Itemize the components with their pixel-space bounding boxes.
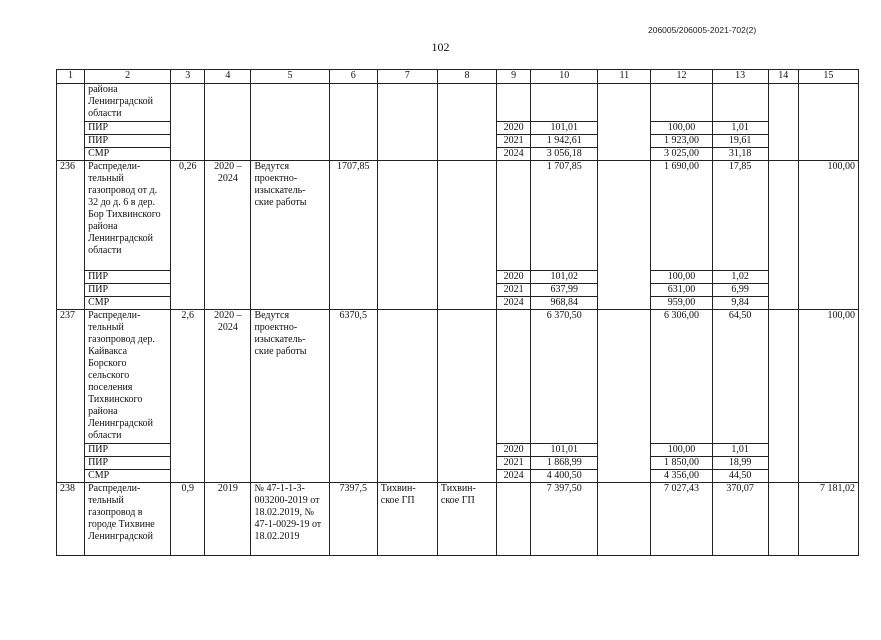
stage-col12: 100,00 <box>651 271 712 284</box>
stage-year: 2020 <box>497 122 531 135</box>
stage-label: ПИР <box>85 271 171 284</box>
cell-year <box>497 84 531 122</box>
cell-col11 <box>598 84 651 161</box>
col-header-14: 14 <box>768 70 798 84</box>
col-header-1: 1 <box>57 70 85 84</box>
cell-status: Ведутся проектно- изыскатель- ские работы <box>251 161 329 310</box>
stage-col12: 959,00 <box>651 297 712 310</box>
stage-col12: 100,00 <box>651 444 712 457</box>
stage-total: 4 400,50 <box>531 470 598 483</box>
stage-total: 101,01 <box>531 444 598 457</box>
cell-description: Распредели- тельный газопровод дер. Кайвакса Борского сельского поселения Тихвинского района Ленинградской области <box>85 310 171 444</box>
cell-col12 <box>651 84 712 122</box>
project-table <box>56 69 859 556</box>
cell-owner <box>377 161 437 310</box>
col-header-12: 12 <box>651 70 712 84</box>
cell-col12: 7 027,43 <box>651 483 712 556</box>
cell-col15: 7 181,02 <box>798 483 858 556</box>
stage-label: ПИР <box>85 122 171 135</box>
cell-years: 2020 – 2024 <box>205 161 251 310</box>
stage-col12: 3 025,00 <box>651 148 712 161</box>
cell-years: 2019 <box>205 483 251 556</box>
stage-year: 2021 <box>497 284 531 297</box>
col-header-10: 10 <box>531 70 598 84</box>
stage-col13: 44,50 <box>712 470 768 483</box>
col-header-7: 7 <box>377 70 437 84</box>
cell-length: 0,9 <box>171 483 205 556</box>
cell-operator <box>437 84 496 161</box>
cell-operator <box>437 310 496 483</box>
cell-col15: 100,00 <box>798 161 858 310</box>
cell-num: 237 <box>57 310 85 483</box>
stage-year: 2020 <box>497 271 531 284</box>
stage-label: СМР <box>85 297 171 310</box>
stage-col12: 631,00 <box>651 284 712 297</box>
stage-total: 101,01 <box>531 122 598 135</box>
col-header-5: 5 <box>251 70 329 84</box>
cell-length: 2,6 <box>171 310 205 483</box>
stage-label: СМР <box>85 470 171 483</box>
cell-num: 236 <box>57 161 85 310</box>
cell-owner <box>377 310 437 483</box>
cell-total <box>531 84 598 122</box>
cell-total: 1 707,85 <box>531 161 598 271</box>
cell-year <box>497 161 531 271</box>
cell-col12: 1 690,00 <box>651 161 712 271</box>
col-header-11: 11 <box>598 70 651 84</box>
stage-total: 101,02 <box>531 271 598 284</box>
cell-col13 <box>712 84 768 122</box>
cell-col11 <box>598 310 651 483</box>
table-row <box>57 483 859 556</box>
cell-cost: 6370,5 <box>329 310 377 483</box>
stage-label: ПИР <box>85 284 171 297</box>
cell-year <box>497 483 531 556</box>
stage-col13: 18,99 <box>712 457 768 470</box>
cell-total: 7 397,50 <box>531 483 598 556</box>
stage-label: СМР <box>85 148 171 161</box>
stage-col12: 1 850,00 <box>651 457 712 470</box>
cell-status: № 47-1-1-3- 003200-2019 от 18.02.2019, № 47-1-0029-19 от 18.02.2019 <box>251 483 329 556</box>
stage-total: 637,99 <box>531 284 598 297</box>
cell-cost: 7397,5 <box>329 483 377 556</box>
cell-status: Ведутся проектно- изыскатель- ские работы <box>251 310 329 483</box>
cell-col13: 17,85 <box>712 161 768 271</box>
stage-col13: 1,01 <box>712 444 768 457</box>
stage-total: 1 942,61 <box>531 135 598 148</box>
stage-year: 2020 <box>497 444 531 457</box>
cell-col13: 64,50 <box>712 310 768 444</box>
cell-length: 0,26 <box>171 161 205 310</box>
table-row <box>57 310 859 444</box>
stage-year: 2024 <box>497 297 531 310</box>
cell-length <box>171 84 205 161</box>
cell-col13: 370,07 <box>712 483 768 556</box>
cell-owner: Тихвин- ское ГП <box>377 483 437 556</box>
cell-operator: Тихвин- ское ГП <box>437 483 496 556</box>
cell-col15 <box>798 84 858 161</box>
stage-col12: 4 356,00 <box>651 470 712 483</box>
stage-year: 2021 <box>497 135 531 148</box>
stage-col13: 31,18 <box>712 148 768 161</box>
stage-total: 3 056,18 <box>531 148 598 161</box>
cell-cost: 1707,85 <box>329 161 377 310</box>
cell-status <box>251 84 329 161</box>
cell-years: 2020 – 2024 <box>205 310 251 483</box>
stage-label: ПИР <box>85 444 171 457</box>
cell-num <box>57 84 85 161</box>
stage-label: ПИР <box>85 457 171 470</box>
cell-col15: 100,00 <box>798 310 858 483</box>
cell-description: района Ленинградской области <box>85 84 171 122</box>
col-header-2: 2 <box>85 70 171 84</box>
stage-year: 2024 <box>497 470 531 483</box>
stage-year: 2024 <box>497 148 531 161</box>
cell-num: 238 <box>57 483 85 556</box>
cell-col11 <box>598 483 651 556</box>
stage-col13: 1,01 <box>712 122 768 135</box>
col-header-9: 9 <box>497 70 531 84</box>
document-id: 206005/206005-2021-702(2) <box>648 25 757 35</box>
stage-year: 2021 <box>497 457 531 470</box>
col-header-13: 13 <box>712 70 768 84</box>
cell-description: Распредели- тельный газопровод от д. 32 до д. 6 в дер. Бор Тихвинского района Ленинградской области <box>85 161 171 271</box>
cell-years <box>205 84 251 161</box>
cell-col14 <box>768 84 798 161</box>
column-number-row <box>57 70 859 84</box>
cell-col14 <box>768 310 798 483</box>
col-header-15: 15 <box>798 70 858 84</box>
cell-description: Распредели- тельный газопровод в городе Тихвине Ленинградской <box>85 483 171 556</box>
col-header-6: 6 <box>329 70 377 84</box>
continuation-row <box>57 84 859 122</box>
cell-col12: 6 306,00 <box>651 310 712 444</box>
stage-col12: 1 923,00 <box>651 135 712 148</box>
col-header-3: 3 <box>171 70 205 84</box>
stage-total: 1 868,99 <box>531 457 598 470</box>
cell-col14 <box>768 483 798 556</box>
col-header-8: 8 <box>437 70 496 84</box>
cell-col14 <box>768 161 798 310</box>
table-row <box>57 161 859 271</box>
page-number: 102 <box>431 40 450 54</box>
stage-total: 968,84 <box>531 297 598 310</box>
stage-col13: 19,61 <box>712 135 768 148</box>
stage-label: ПИР <box>85 135 171 148</box>
cell-operator <box>437 161 496 310</box>
stage-col12: 100,00 <box>651 122 712 135</box>
stage-col13: 6,99 <box>712 284 768 297</box>
cell-total: 6 370,50 <box>531 310 598 444</box>
col-header-4: 4 <box>205 70 251 84</box>
stage-col13: 9,84 <box>712 297 768 310</box>
cell-year <box>497 310 531 444</box>
cell-owner <box>377 84 437 161</box>
cell-cost <box>329 84 377 161</box>
cell-col11 <box>598 161 651 310</box>
stage-col13: 1,02 <box>712 271 768 284</box>
